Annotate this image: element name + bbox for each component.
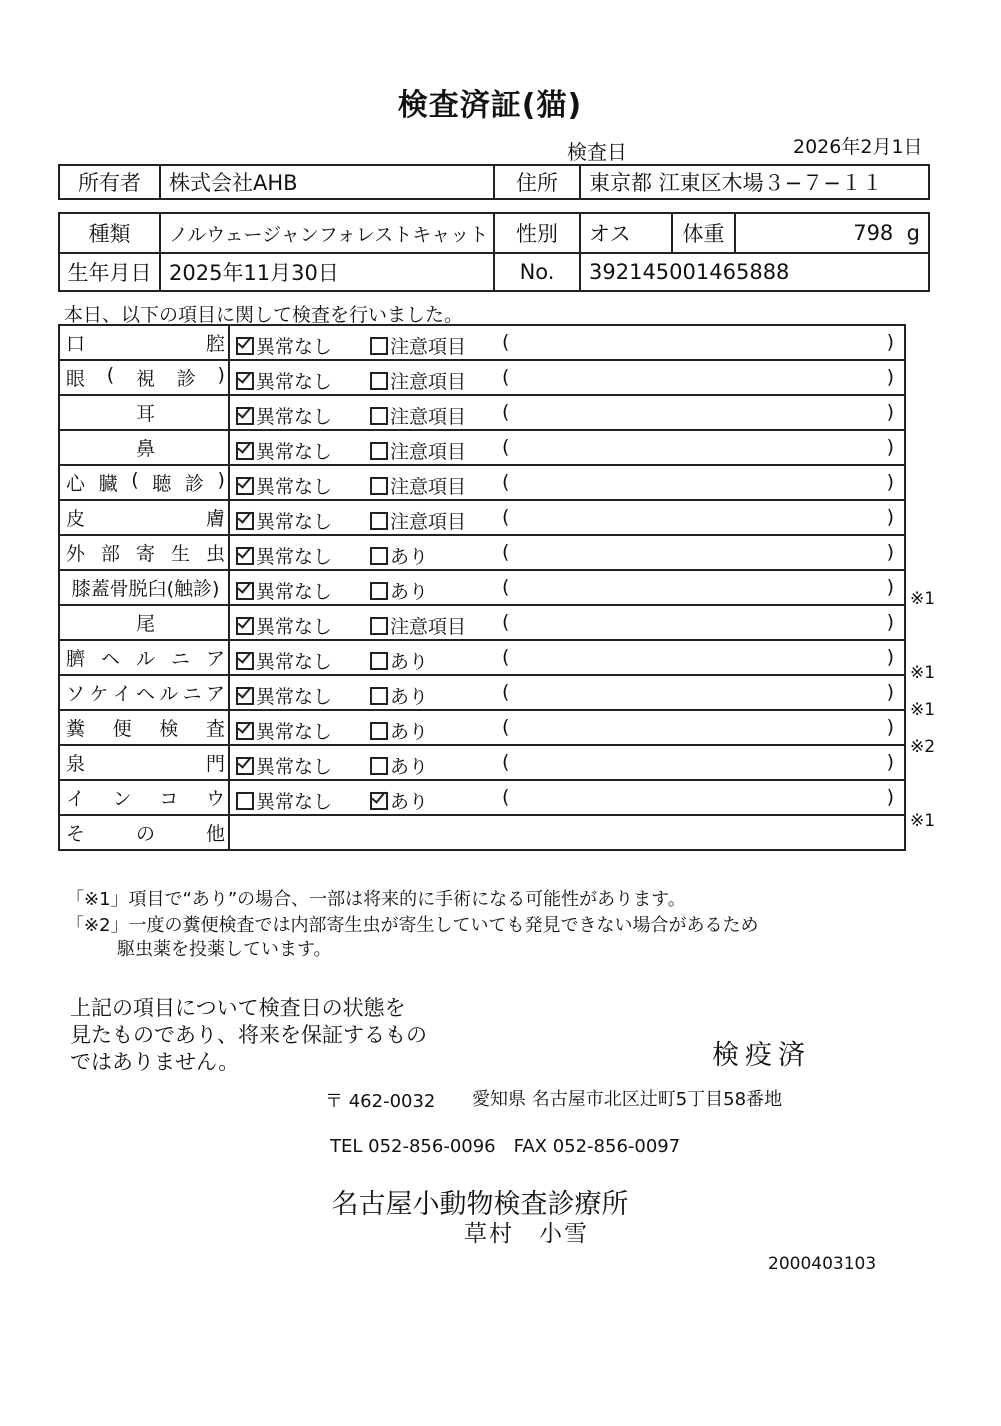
checkbox-icon <box>370 617 388 635</box>
checkbox-icon <box>370 687 388 705</box>
exam-item-name-char: ニ <box>170 648 190 670</box>
result-option-label: 注意項目 <box>390 371 467 393</box>
checkbox-icon <box>370 407 388 425</box>
exam-row <box>59 325 905 360</box>
paren-open: ( <box>502 611 510 633</box>
checkbox-icon <box>236 792 254 810</box>
result-option-other <box>370 542 428 569</box>
result-option-label: 注意項目 <box>390 616 467 638</box>
exam-result <box>229 325 905 360</box>
exam-item-name-text <box>66 714 225 741</box>
paren-close: ) <box>886 471 894 493</box>
exam-row <box>59 605 905 640</box>
exam-item-name-text <box>66 644 225 671</box>
checked-box-icon <box>236 512 254 530</box>
weight-cell <box>735 213 929 253</box>
checkbox-icon <box>370 372 388 390</box>
result-option-label: 異常なし <box>256 546 333 568</box>
footnote-1: 「※1」項目で“あり”の場合、一部は将来的に手術になる可能性があります。 <box>66 889 686 910</box>
exam-result <box>229 780 905 815</box>
checked-box-icon <box>370 792 388 810</box>
paren-open: ( <box>502 716 510 738</box>
exam-row <box>59 535 905 570</box>
result-option-label: 注意項目 <box>390 511 467 533</box>
result-option-label: あり <box>390 721 429 743</box>
paren-open: ( <box>502 786 510 808</box>
result-option-label: 異常なし <box>256 441 333 463</box>
exam-item-name <box>59 710 229 745</box>
footnote-marker: ※1 <box>910 589 936 609</box>
exam-item-name-char: ヘ <box>100 648 120 670</box>
exam-item-name-text <box>66 364 225 391</box>
result-option-label: 異常なし <box>256 581 333 603</box>
exam-item-name-char: コ <box>159 788 179 810</box>
exam-item-name-char: 皮 <box>66 508 86 530</box>
footnote-2-cont: 駆虫薬を投薬しています。 <box>117 939 332 960</box>
other-notes-cell <box>229 815 905 850</box>
exam-item-name <box>59 745 229 780</box>
result-option-label: 注意項目 <box>390 441 467 463</box>
exam-item-name <box>59 395 229 430</box>
result-option-label: 異常なし <box>256 511 333 533</box>
paren-open: ( <box>502 331 510 353</box>
exam-result <box>229 535 905 570</box>
exam-item-name-char: 臍 <box>66 648 86 670</box>
checkbox-icon <box>370 757 388 775</box>
exam-item-name-char: ( <box>106 364 115 386</box>
paren-open: ( <box>502 436 510 458</box>
checked-box-icon <box>236 547 254 565</box>
footnote-2: 「※2」一度の糞便検査では内部寄生虫が寄生していても発見できない場合があるため <box>66 915 759 936</box>
exam-item-name-char: 心 <box>66 473 86 495</box>
owner-table <box>58 164 930 200</box>
exam-item-name-char: ン <box>112 788 132 810</box>
paren-close: ) <box>886 506 894 528</box>
result-option-label: 注意項目 <box>390 476 467 498</box>
result-option-other <box>370 752 428 779</box>
animal-table <box>58 212 930 292</box>
weight-unit: g <box>906 221 920 245</box>
exam-item-name-char: 聴 <box>152 473 172 495</box>
exam-item-name-char: 糞 <box>66 718 86 740</box>
result-option-other <box>370 647 428 674</box>
exam-item-name-char: 口 <box>66 333 86 355</box>
paren-open: ( <box>502 506 510 528</box>
exam-item-name-text <box>66 329 225 356</box>
exam-result <box>229 640 905 675</box>
paren-close: ) <box>886 576 894 598</box>
exam-table <box>58 324 906 851</box>
quarantine-stamp: 検疫済 <box>712 1040 811 1071</box>
exam-item-name-char: ) <box>217 364 225 386</box>
checked-box-icon <box>236 757 254 775</box>
paren-open: ( <box>502 471 510 493</box>
document-code: 2000403103 <box>768 1254 877 1274</box>
exam-item-name-char: イ <box>66 788 86 810</box>
exam-item-name-char: ル <box>135 648 155 670</box>
exam-item-name-char: ヘ <box>135 683 155 705</box>
exam-item-name-char: 他 <box>205 823 225 845</box>
exam-item-name-char: 尾 <box>135 613 155 635</box>
exam-result <box>229 570 905 605</box>
exam-item-name-char: 部 <box>100 543 120 565</box>
exam-item-name-text <box>66 469 225 496</box>
exam-result <box>229 745 905 780</box>
checked-box-icon <box>236 687 254 705</box>
exam-item-name-char: ( <box>131 469 139 491</box>
result-option-label: あり <box>390 756 429 778</box>
exam-item-name-char: の <box>135 823 155 845</box>
result-option-label: 注意項目 <box>390 336 467 358</box>
weight-value: 798 <box>853 221 894 245</box>
exam-item-name-text <box>66 819 225 846</box>
checkbox-icon <box>370 722 388 740</box>
exam-item-name-char: 便 <box>112 718 132 740</box>
exam-item-name <box>59 780 229 815</box>
weight-label: 体重 <box>672 213 735 253</box>
exam-result <box>229 360 905 395</box>
result-option-label: 異常なし <box>256 406 333 428</box>
result-option-normal <box>236 402 332 429</box>
result-option-label: あり <box>390 546 429 568</box>
exam-item-name-text <box>66 749 225 776</box>
checked-box-icon <box>236 372 254 390</box>
paren-open: ( <box>502 576 510 598</box>
result-option-label: 注意項目 <box>390 406 467 428</box>
exam-item-name-text <box>66 539 225 566</box>
paren-open: ( <box>502 751 510 773</box>
clinic-address: 愛知県 名古屋市北区辻町5丁目58番地 <box>472 1089 783 1110</box>
exam-result <box>229 605 905 640</box>
birth-label: 生年月日 <box>59 253 160 291</box>
checked-box-icon <box>236 582 254 600</box>
clinic-postal-code: 〒 462-0032 <box>325 1091 436 1112</box>
owner-address: 東京都 江東区木場３−７−１１ <box>580 165 929 199</box>
exam-item-name-char: 査 <box>205 718 225 740</box>
result-option-other <box>370 682 428 709</box>
exam-item-name-char: 視 <box>135 368 155 390</box>
exam-item-name-char: そ <box>66 823 86 845</box>
result-option-other <box>370 787 428 814</box>
result-option-normal <box>236 542 332 569</box>
owner-label: 所有者 <box>59 165 160 199</box>
footnote-marker: ※2 <box>910 737 936 757</box>
exam-item-name-char: 膝蓋骨脱臼(触診) <box>71 578 220 600</box>
disclaimer-line-1: 上記の項目について検査日の状態を <box>70 996 406 1020</box>
exam-item-name-char: 鼻 <box>135 438 155 460</box>
exam-date-label: 検査日 <box>567 140 627 164</box>
exam-date: 2026年2月1日 <box>793 136 923 158</box>
exam-item-name-text <box>66 399 225 426</box>
checked-box-icon <box>236 477 254 495</box>
exam-item-name-char: 門 <box>205 753 225 775</box>
result-option-normal <box>236 437 332 464</box>
checkbox-icon <box>370 477 388 495</box>
result-option-label: 異常なし <box>256 371 333 393</box>
exam-row <box>59 395 905 430</box>
exam-item-name-char: ソ <box>66 683 86 705</box>
result-option-label: 異常なし <box>256 791 333 813</box>
checked-box-icon <box>236 652 254 670</box>
result-option-normal <box>236 647 332 674</box>
exam-item-name-char: 診 <box>184 473 204 495</box>
footnote-marker: ※1 <box>910 700 936 720</box>
exam-row-other <box>59 815 905 850</box>
result-option-normal <box>236 752 332 779</box>
exam-row <box>59 360 905 395</box>
paren-close: ) <box>886 366 894 388</box>
exam-item-name-char: 膚 <box>205 508 225 530</box>
result-option-other <box>370 717 428 744</box>
exam-row <box>59 780 905 815</box>
exam-item-name <box>59 465 229 500</box>
exam-result <box>229 430 905 465</box>
exam-row <box>59 570 905 605</box>
exam-row <box>59 745 905 780</box>
paren-close: ) <box>886 331 894 353</box>
paren-open: ( <box>502 646 510 668</box>
result-option-normal <box>236 787 332 814</box>
breed-value: ノルウェージャンフォレストキャット <box>160 213 494 253</box>
checkbox-icon <box>370 547 388 565</box>
exam-item-name-text <box>66 434 225 461</box>
exam-item-name-text <box>66 679 225 706</box>
paren-close: ) <box>886 611 894 633</box>
paren-close: ) <box>886 681 894 703</box>
checkbox-icon <box>370 512 388 530</box>
exam-item-name-char: 眼 <box>66 368 86 390</box>
clinic-name: 名古屋小動物検査診療所 <box>331 1189 629 1220</box>
exam-item-name-char: ) <box>217 469 225 491</box>
exam-item-name-char: ア <box>205 683 225 705</box>
exam-row <box>59 640 905 675</box>
document-title: 検査済証(猫) <box>397 88 583 123</box>
exam-item-name-char: 生 <box>170 543 190 565</box>
exam-item-name-text <box>66 574 225 601</box>
paren-open: ( <box>502 401 510 423</box>
exam-item-name-char: 外 <box>66 543 86 565</box>
result-option-other <box>370 402 466 429</box>
exam-item-name-char: ウ <box>205 788 225 810</box>
result-option-normal <box>236 577 332 604</box>
result-option-label: 異常なし <box>256 686 333 708</box>
exam-item-name-char: 臓 <box>98 473 118 495</box>
address-label: 住所 <box>494 165 580 199</box>
exam-result <box>229 500 905 535</box>
exam-row <box>59 500 905 535</box>
footnote-marker: ※1 <box>910 663 936 683</box>
exam-row <box>59 430 905 465</box>
result-option-normal <box>236 472 332 499</box>
sex-value: オス <box>580 213 672 253</box>
paren-close: ) <box>886 541 894 563</box>
exam-item-name <box>59 535 229 570</box>
paren-open: ( <box>502 681 510 703</box>
exam-item-name <box>59 570 229 605</box>
result-option-other <box>370 612 466 639</box>
exam-item-name-char: 寄 <box>135 543 155 565</box>
result-option-other <box>370 437 466 464</box>
exam-row <box>59 675 905 710</box>
exam-item-name-char: 診 <box>176 368 196 390</box>
paren-close: ) <box>886 786 894 808</box>
exam-item-name-char: 虫 <box>205 543 225 565</box>
result-option-normal <box>236 332 332 359</box>
result-option-label: 異常なし <box>256 336 333 358</box>
exam-item-name-text <box>66 609 225 636</box>
checked-box-icon <box>236 442 254 460</box>
result-option-other <box>370 577 428 604</box>
result-option-other <box>370 472 466 499</box>
result-option-normal <box>236 682 332 709</box>
paren-close: ) <box>886 716 894 738</box>
checkbox-icon <box>370 442 388 460</box>
id-number-value: 392145001465888 <box>580 253 929 291</box>
exam-result <box>229 710 905 745</box>
paren-open: ( <box>502 541 510 563</box>
doctor-name: 草村 小雪 <box>464 1221 589 1247</box>
exam-item-name <box>59 430 229 465</box>
exam-item-name-text <box>66 504 225 531</box>
result-option-label: 異常なし <box>256 616 333 638</box>
result-option-normal <box>236 507 332 534</box>
footnote-marker: ※1 <box>910 811 936 831</box>
exam-item-name <box>59 640 229 675</box>
result-option-other <box>370 367 466 394</box>
exam-item-name-char: 耳 <box>135 403 155 425</box>
exam-item-name-text <box>66 784 225 811</box>
checked-box-icon <box>236 337 254 355</box>
result-option-label: 異常なし <box>256 756 333 778</box>
paren-close: ) <box>886 751 894 773</box>
checkbox-icon <box>370 652 388 670</box>
id-number-label: No. <box>494 253 580 291</box>
exam-item-name <box>59 605 229 640</box>
checked-box-icon <box>236 407 254 425</box>
exam-row <box>59 465 905 500</box>
exam-item-name <box>59 815 229 850</box>
sex-label: 性別 <box>494 213 580 253</box>
exam-item-name <box>59 675 229 710</box>
exam-result <box>229 395 905 430</box>
exam-item-name <box>59 500 229 535</box>
result-option-label: あり <box>390 791 429 813</box>
paren-close: ) <box>886 646 894 668</box>
owner-name: 株式会社AHB <box>160 165 494 199</box>
result-option-other <box>370 507 466 534</box>
result-option-other <box>370 332 466 359</box>
exam-item-name <box>59 360 229 395</box>
result-option-normal <box>236 367 332 394</box>
exam-row <box>59 710 905 745</box>
paren-close: ) <box>886 436 894 458</box>
exam-item-name <box>59 325 229 360</box>
result-option-label: あり <box>390 686 429 708</box>
exam-item-name-char: 腔 <box>205 333 225 355</box>
result-option-label: 異常なし <box>256 651 333 673</box>
result-option-label: あり <box>390 581 429 603</box>
exam-item-name-char: ニ <box>182 683 202 705</box>
result-option-label: あり <box>390 651 429 673</box>
exam-result <box>229 675 905 710</box>
exam-item-name-char: 検 <box>159 718 179 740</box>
paren-close: ) <box>886 401 894 423</box>
intro-text: 本日、以下の項目に関して検査を行いました。 <box>64 304 464 326</box>
clinic-phone-fax: TEL 052-856-0096 FAX 052-856-0097 <box>330 1136 681 1157</box>
breed-label: 種類 <box>59 213 160 253</box>
result-option-normal <box>236 612 332 639</box>
birth-value: 2025年11月30日 <box>160 253 494 291</box>
paren-open: ( <box>502 366 510 388</box>
checkbox-icon <box>370 582 388 600</box>
exam-item-name-char: ア <box>205 648 225 670</box>
checkbox-icon <box>370 337 388 355</box>
disclaimer-line-3: ではありません。 <box>70 1050 240 1074</box>
exam-item-name-char: イ <box>112 683 132 705</box>
exam-item-name-char: 泉 <box>66 753 86 775</box>
exam-result <box>229 465 905 500</box>
exam-item-name-char: ル <box>159 683 179 705</box>
checked-box-icon <box>236 617 254 635</box>
checked-box-icon <box>236 722 254 740</box>
disclaimer-line-2: 見たものであり、将来を保証するもの <box>70 1023 427 1047</box>
result-option-label: 異常なし <box>256 721 333 743</box>
result-option-normal <box>236 717 332 744</box>
result-option-label: 異常なし <box>256 476 333 498</box>
exam-item-name-char: ケ <box>89 683 109 705</box>
